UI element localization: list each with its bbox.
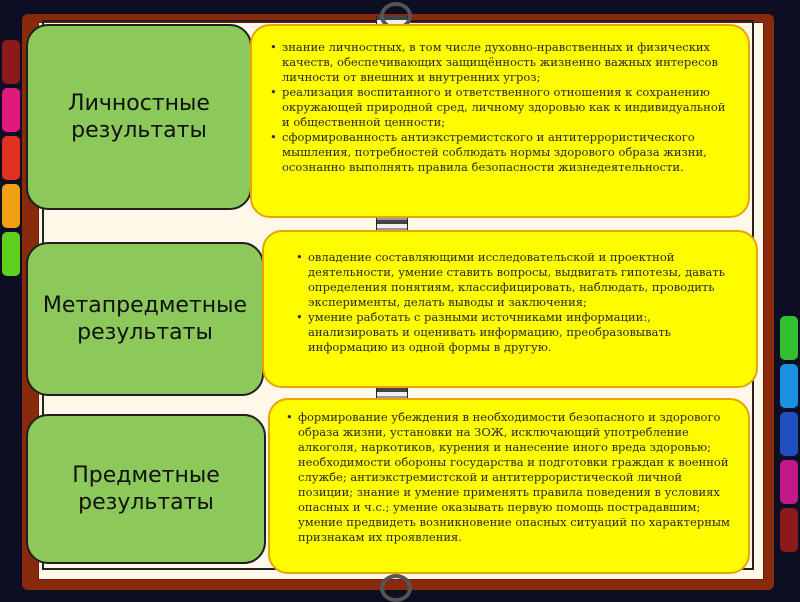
tab-marker — [780, 508, 798, 552]
tab-marker — [2, 136, 20, 180]
tab-marker — [780, 364, 798, 408]
tab-marker — [780, 412, 798, 456]
section-content-personal — [250, 24, 750, 218]
tab-marker — [2, 88, 20, 132]
title-line: Личностные — [68, 90, 210, 116]
list-item: • знание личностных, в том числе духовно-нравственных и физических качеств, обеспечивающих защищённость жизненно важных интересов личности от внешних и внутренних угроз; — [268, 40, 730, 85]
list-item: • сформированность антиэкстремистского и антитеррористического мышления, потребностей соблюдать нормы здорового образа жизни, осознанно выполнять правила безопасности жизнедеятельности. — [268, 130, 730, 175]
title-line: результаты — [71, 118, 207, 143]
section-content-metasubject — [262, 230, 758, 388]
tab-marker — [2, 232, 20, 276]
tab-marker — [780, 316, 798, 360]
title-line: результаты — [78, 490, 214, 515]
title-line: результаты — [77, 320, 213, 345]
section-content-subject — [268, 398, 750, 574]
list-item: • реализация воспитанного и ответственного отношения к сохранению окружающей природной сред, личному здоровью как к индивидуальной и общественной ценности; — [268, 85, 730, 130]
list-item: • формирование убеждения в необходимости безопасного и здорового образа жизни, установки на ЗОЖ, исключающий употребление алкоголя, наркотиков, курения и нанесение иного вреда здоровью; необходимости обороны государства и подготовки граждан к военной службе; антиэкстремистской и антитеррористической личной позиции; знание и умение применять правила поведения в условиях опасных и ч.с.; умение оказывать первую помощь пострадавшим; умение предвидеть возникновение опасных ситуаций по характерным признакам их проявления. — [284, 410, 732, 544]
title-line: Предметные — [72, 462, 220, 488]
section-title-metasubject — [26, 242, 264, 396]
tab-marker — [2, 40, 20, 84]
section-title-personal — [26, 24, 252, 210]
binder-ring — [380, 574, 412, 602]
list-item: • овладение составляющими исследовательской и проектной деятельности, умение ставить вопросы, выдвигать гипотезы, давать определения понятиям, классифицировать, наблюдать, проводить эксперименты, делать выводы и заключения; — [294, 250, 738, 310]
tab-marker — [2, 184, 20, 228]
title-line: Метапредметные — [42, 292, 248, 318]
section-title-subject — [26, 414, 266, 564]
list-item: • умение работать с разными источниками информации:, анализировать и оценивать информацию, преобразовывать информацию из одной формы в другую. — [294, 310, 738, 355]
tab-marker — [780, 460, 798, 504]
